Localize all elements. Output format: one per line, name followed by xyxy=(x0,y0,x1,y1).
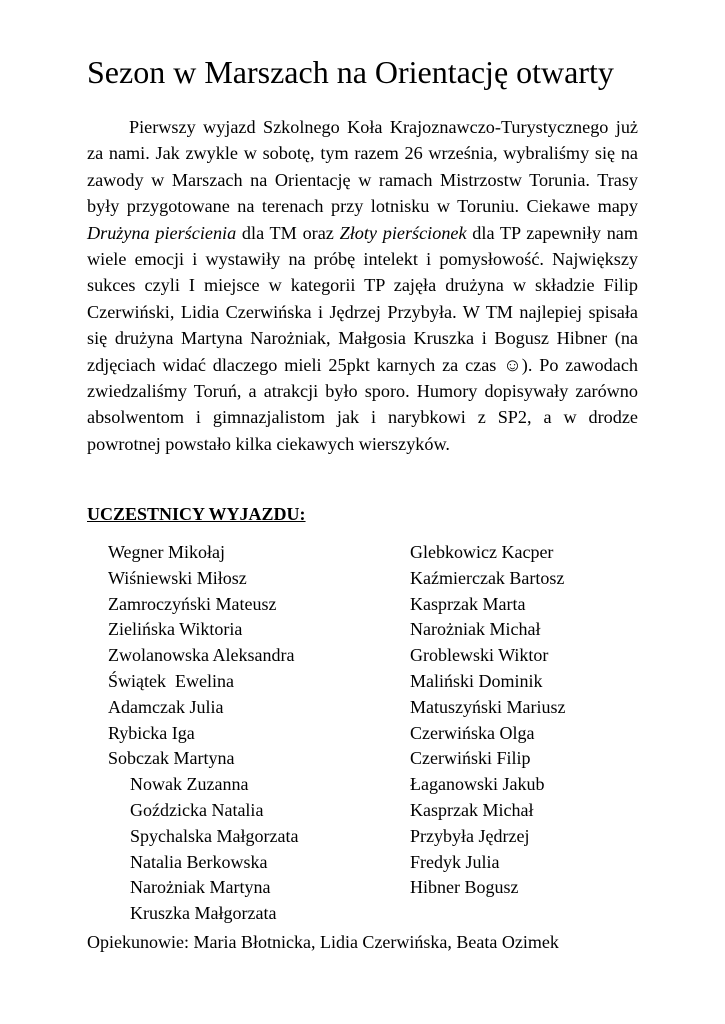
participant-name: Goździcka Natalia xyxy=(130,799,264,820)
paragraph-text-4: ). Po zawodach zwiedzaliśmy Toruń, a atrakcji było sporo. Humory dopisywały zarówno absolwentom i gimnazjalistom jak i narybkowi z SP2, a w drodze powrotnej powstało kilka ciekawych wierszyków. xyxy=(87,354,638,454)
participant-name: Spychalska Małgorzata xyxy=(130,825,299,846)
map-name-1: Drużyna pierścienia xyxy=(87,222,237,243)
participant-name: Glebkowicz Kacper xyxy=(410,542,554,562)
participant-name: Maliński Dominik xyxy=(410,670,543,691)
participant-name: Kasprzak Michał xyxy=(410,799,534,820)
smiley-icon: ☺ xyxy=(503,354,522,375)
participant-name: Zielińska Wiktoria xyxy=(108,619,243,640)
participant-name: Adamczak Julia xyxy=(108,696,224,717)
participant-name: Nowak Zuzanna xyxy=(130,774,249,795)
participant-name: Fredyk Julia xyxy=(410,851,500,872)
guardians-line: Opiekunowie: Maria Błotnicka, Lidia Czerwińska, Beata Ozimek xyxy=(87,932,559,952)
participants-list-right xyxy=(410,540,565,901)
participant-name: Matuszyński Mariusz xyxy=(410,696,566,717)
participant-name: Zamroczyński Mateusz xyxy=(108,593,277,614)
participants-heading: UCZESTNICY WYJAZDU: xyxy=(87,504,306,524)
page-title: Sezon w Marszach na Orientację otwarty xyxy=(87,54,614,90)
participant-name: Łaganowski Jakub xyxy=(410,774,545,795)
paragraph-text-3: dla TP zapewniły nam wiele emocji i wystawiły na próbę intelekt i pomysłowość. Największy sukces czyli I miejsce w kategorii TP zajęła drużyna w składzie Filip Czerwiński, Lidia Czerwińska i Jędrzej Przybyła. W TM najlepiej spisała się drużyna Martyna Narożniak, Małgosia Kruszka i Bogusz Hibner (na zdjęciach widać dlaczego mieli 25pkt karnych za czas xyxy=(87,222,639,375)
paragraph-text-1: Pierwszy wyjazd Szkolnego Koła Krajoznawczo-Turystycznego już za nami. Jak zwykle w sobotę, tym razem 26 września, wybraliśmy się na zawody w Marszach na Orientację w ramach Mistrzostw Torunia. Trasy były przygotowane na terenach przy lotnisku w Toruniu. Ciekawe mapy xyxy=(87,117,638,217)
participants-list-left xyxy=(108,540,298,927)
participant-name: Czerwiński Filip xyxy=(410,748,531,769)
participant-name: Świątek Ewelina xyxy=(108,670,234,691)
participant-name: Hibner Bogusz xyxy=(410,877,519,898)
participant-name: Zwolanowska Aleksandra xyxy=(108,645,295,666)
participant-name: Natalia Berkowska xyxy=(130,851,268,872)
participant-name: Wegner Mikołaj xyxy=(108,542,226,562)
participant-name: Narożniak Michał xyxy=(410,619,541,640)
participant-name: Rybicka Iga xyxy=(108,722,195,743)
participant-name: Narożniak Martyna xyxy=(130,877,271,898)
paragraph-text-2: dla TM oraz xyxy=(236,222,340,243)
participant-name: Kasprzak Marta xyxy=(410,593,526,614)
participant-name: Sobczak Martyna xyxy=(108,748,235,769)
participant-name: Wiśniewski Miłosz xyxy=(108,567,247,588)
participant-name: Przybyła Jędrzej xyxy=(410,825,530,846)
article-paragraph xyxy=(87,114,638,457)
map-name-2: Złoty pierścionek xyxy=(339,222,467,243)
participant-name: Kaźmierczak Bartosz xyxy=(410,567,565,588)
participant-name: Groblewski Wiktor xyxy=(410,645,549,666)
participant-name: Czerwińska Olga xyxy=(410,722,535,743)
participant-name: Kruszka Małgorzata xyxy=(130,903,277,924)
